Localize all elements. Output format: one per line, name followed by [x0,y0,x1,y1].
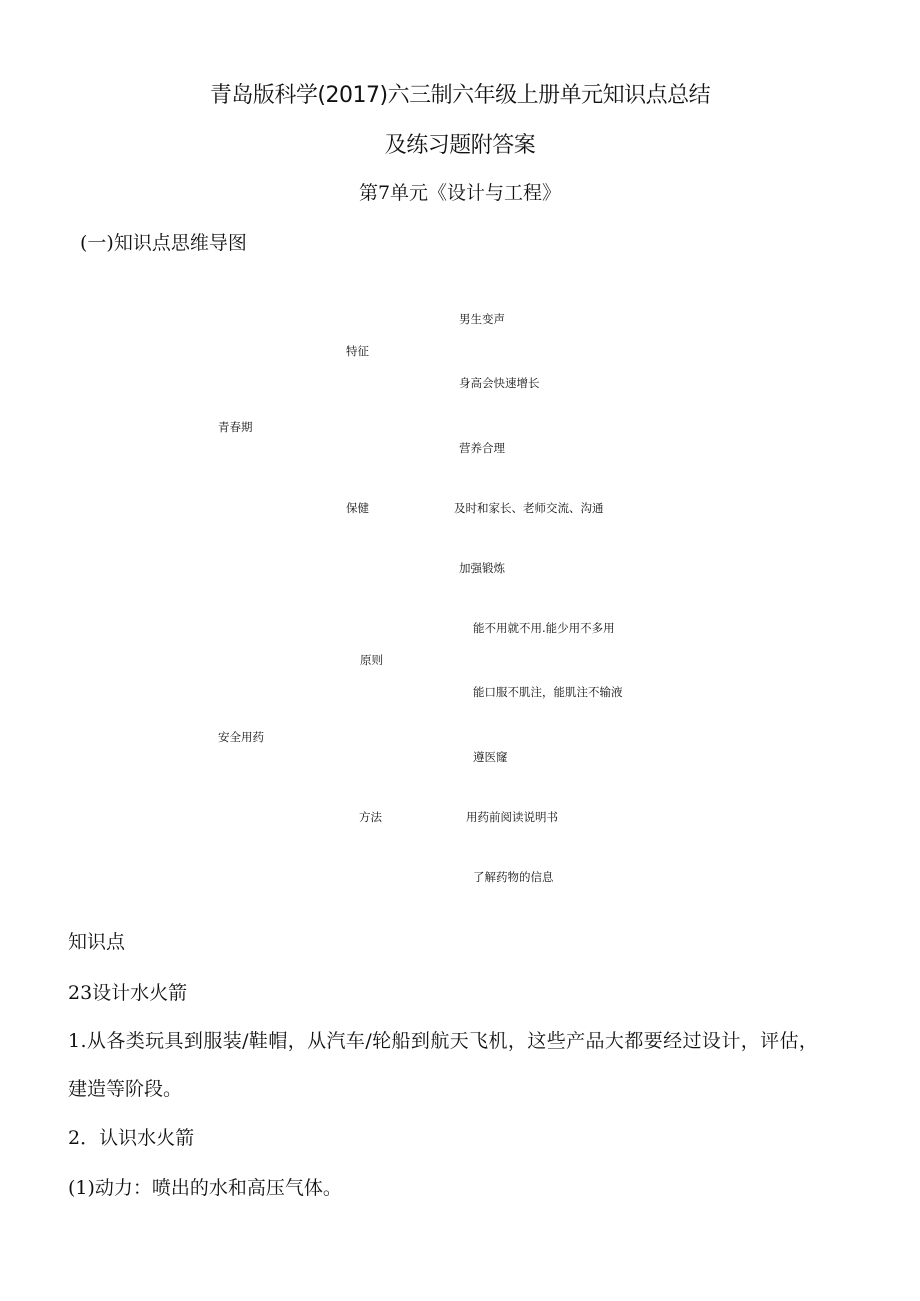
paragraph-1-line-2: 建造等阶段。 [68,1078,183,1100]
mindmap-leaf: 遵医窿 [473,750,508,764]
mindmap-section-heading: (一)知识点思维导图 [80,232,247,254]
unit-heading: 第7单元《设计与工程》 [358,182,562,204]
mindmap-leaf: 了解药物的信息 [473,870,554,884]
mindmap-leaf: 身高会快速增长 [459,376,540,390]
mindmap-leaf: 及时和家长、老师交流、沟通 [454,501,604,515]
mindmap-node-methods: 方法 [359,810,382,824]
mindmap-root-safe-medication: 安全用药 [218,730,264,744]
paragraph-1-line-1: 1.从各类玩具到服装/鞋帽，从汽车/轮船到航天飞机，这些产品大都要经过设计，评估， [68,1030,819,1052]
document-title-line-2: 及练习题附答案 [384,133,536,158]
item-2-heading: 2．认识水火箭 [68,1127,195,1149]
item-2-1-text: (1)动力：喷出的水和高压气体。 [68,1177,342,1199]
knowledge-points-heading: 知识点 [68,931,126,953]
mindmap-leaf: 营养合理 [459,441,505,455]
mindmap-node-health-care: 保健 [346,501,369,515]
lesson-heading: 23设计水火箭 [68,982,188,1004]
document-title-line-1: 青岛版科学(2017)六三制六年级上册单元知识点总结 [209,83,711,108]
mindmap-root-puberty: 青春期 [218,420,253,434]
mindmap-node-principles: 原则 [360,653,383,667]
mindmap-node-features: 特征 [346,344,369,358]
mindmap-leaf: 加强锻炼 [459,561,505,575]
mindmap-leaf: 男生变声 [459,312,505,326]
mindmap-leaf: 用药前阅读说明书 [466,810,558,824]
mindmap-leaf: 能口服不肌注，能肌注不输液 [473,685,623,699]
mindmap-leaf: 能不用就不用.能少用不多用 [473,621,615,635]
